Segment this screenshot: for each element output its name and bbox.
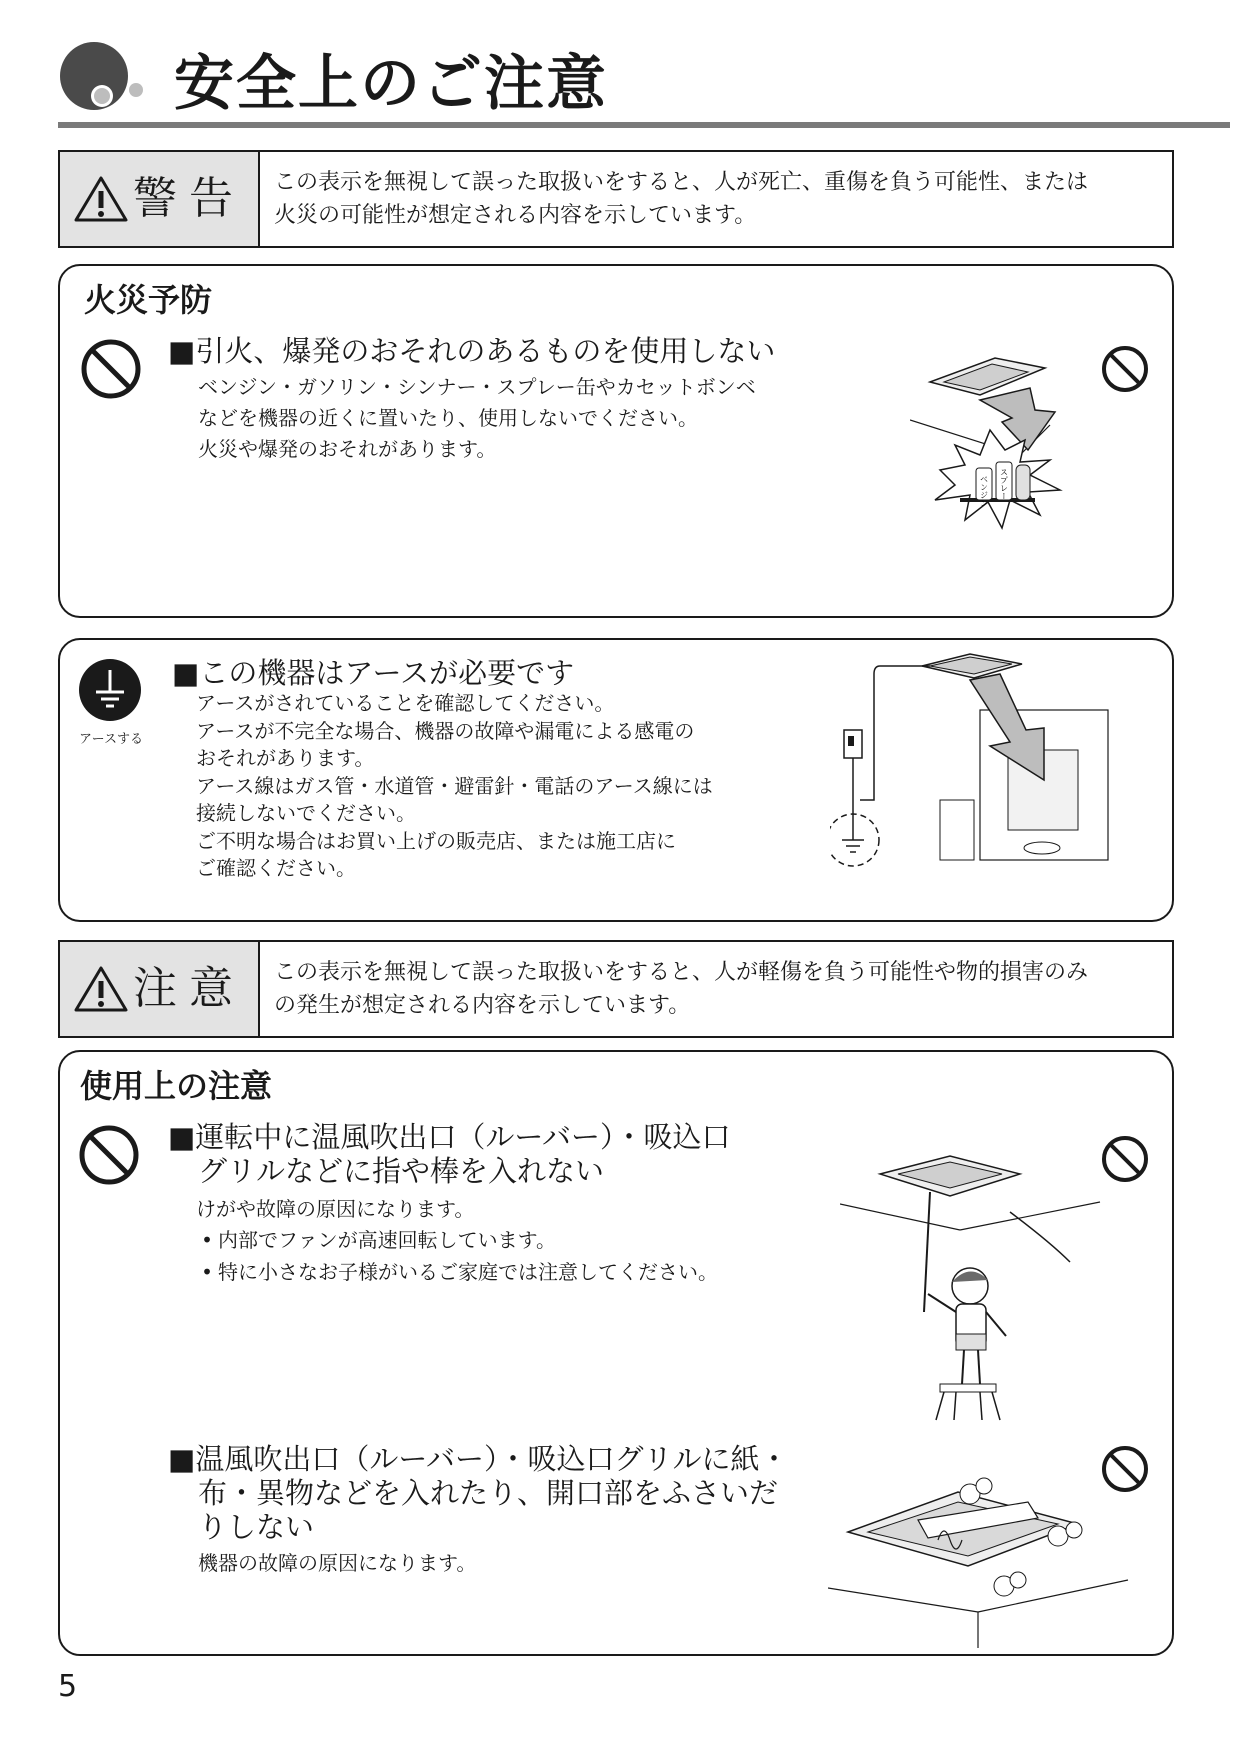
- body-line: アースがされていることを確認してください。: [196, 691, 615, 715]
- body-line: アース線はガス管・水道管・避雷針・電話のアース線には: [196, 773, 713, 798]
- bullet-item: • 内部でファンが高速回転しています。: [196, 1224, 718, 1256]
- caution-label-text: 注意: [133, 963, 245, 1014]
- heading-line: ■温風吹出口（ルーバー）・吸込口グリルに紙・: [168, 1442, 789, 1476]
- illus-label: スプレー: [999, 468, 1009, 500]
- earth-icon-label: アースする: [79, 732, 143, 747]
- body-line: アースが不完全な場合、機器の故障や漏電による感電の: [196, 718, 695, 743]
- child-poking-grille-illustration: [840, 1152, 1140, 1422]
- bullet-item: • 特に小さなお子様がいるご家庭では注意してください。: [196, 1256, 718, 1288]
- body-line: おそれがあります。: [196, 746, 375, 770]
- body-line: けがや故障の原因になります。: [196, 1197, 475, 1221]
- description-line: 火災の可能性が想定される内容を示しています。: [274, 203, 757, 228]
- body-line: 接続しないでください。: [196, 801, 416, 825]
- earth-required-section: [58, 638, 1174, 922]
- body-line: ご確認ください。: [196, 856, 356, 880]
- warning-label: [60, 152, 260, 246]
- heading-line: りしない: [198, 1510, 315, 1544]
- earth-ground-icon: [78, 658, 142, 722]
- heading-line: 布・異物などを入れたり、開口部をふさいだ: [198, 1476, 779, 1510]
- item-body: [196, 690, 713, 883]
- item-body: [196, 1194, 474, 1225]
- warning-label-text: 警告: [133, 173, 245, 224]
- caution-triangle-icon: [73, 964, 129, 1014]
- caution-description: [260, 942, 1172, 1036]
- body-line: ご不明な場合はお買い上げの販売店、または施工店に: [196, 828, 676, 853]
- description-line: の発生が想定される内容を示しています。: [274, 993, 691, 1018]
- page-number: 5: [58, 1669, 78, 1704]
- caution-label: [60, 942, 260, 1036]
- prohibited-icon: [78, 1124, 140, 1186]
- earth-wiring-illustration: [830, 650, 1160, 910]
- body-line: 火災や爆発のおそれがあります。: [198, 437, 497, 461]
- header-circles-icon: [58, 40, 148, 116]
- heading-line: ■運転中に温風吹出口（ルーバー）・吸込口: [168, 1120, 731, 1154]
- item-body: [198, 372, 756, 465]
- page-title: 安全上のご注意: [174, 49, 608, 119]
- section-title: 使用上の注意: [80, 1067, 273, 1105]
- title-divider: [58, 122, 1230, 128]
- warning-triangle-icon: [73, 174, 129, 224]
- heading-line: グリルなどに指や棒を入れない: [198, 1154, 605, 1188]
- prohibited-icon: [80, 338, 142, 400]
- body-line: 機器の故障の原因になります。: [198, 1551, 477, 1575]
- description-line: この表示を無視して誤った取扱いをすると、人が死亡、重傷を負う可能性、または: [274, 170, 1089, 195]
- flammables-illustration: [910, 350, 1170, 550]
- item-heading: ■引火、爆発のおそれのあるものを使用しない: [168, 334, 776, 368]
- bullet-list: [196, 1224, 718, 1288]
- caution-definition-box: [58, 940, 1174, 1038]
- body-line: などを機器の近くに置いたり、使用しないでください。: [198, 406, 698, 430]
- item-heading: ■この機器はアースが必要です: [172, 656, 575, 690]
- blocked-grille-illustration: [828, 1462, 1158, 1648]
- usage-precautions-section: [58, 1050, 1174, 1656]
- illus-label: ベンジン: [979, 475, 989, 507]
- section-title: 火災予防: [84, 281, 213, 319]
- warning-definition-box: [58, 150, 1174, 248]
- fire-prevention-section: [58, 264, 1174, 618]
- body-line: ベンジン・ガソリン・シンナー・スプレー缶やカセットボンベ: [198, 375, 756, 399]
- item-body: [198, 1548, 476, 1579]
- description-line: この表示を無視して誤った取扱いをすると、人が軽傷を負う可能性や物的損害のみ: [274, 960, 1089, 985]
- item-heading: [168, 1120, 730, 1188]
- warning-description: [260, 152, 1172, 246]
- item-heading: [168, 1442, 788, 1544]
